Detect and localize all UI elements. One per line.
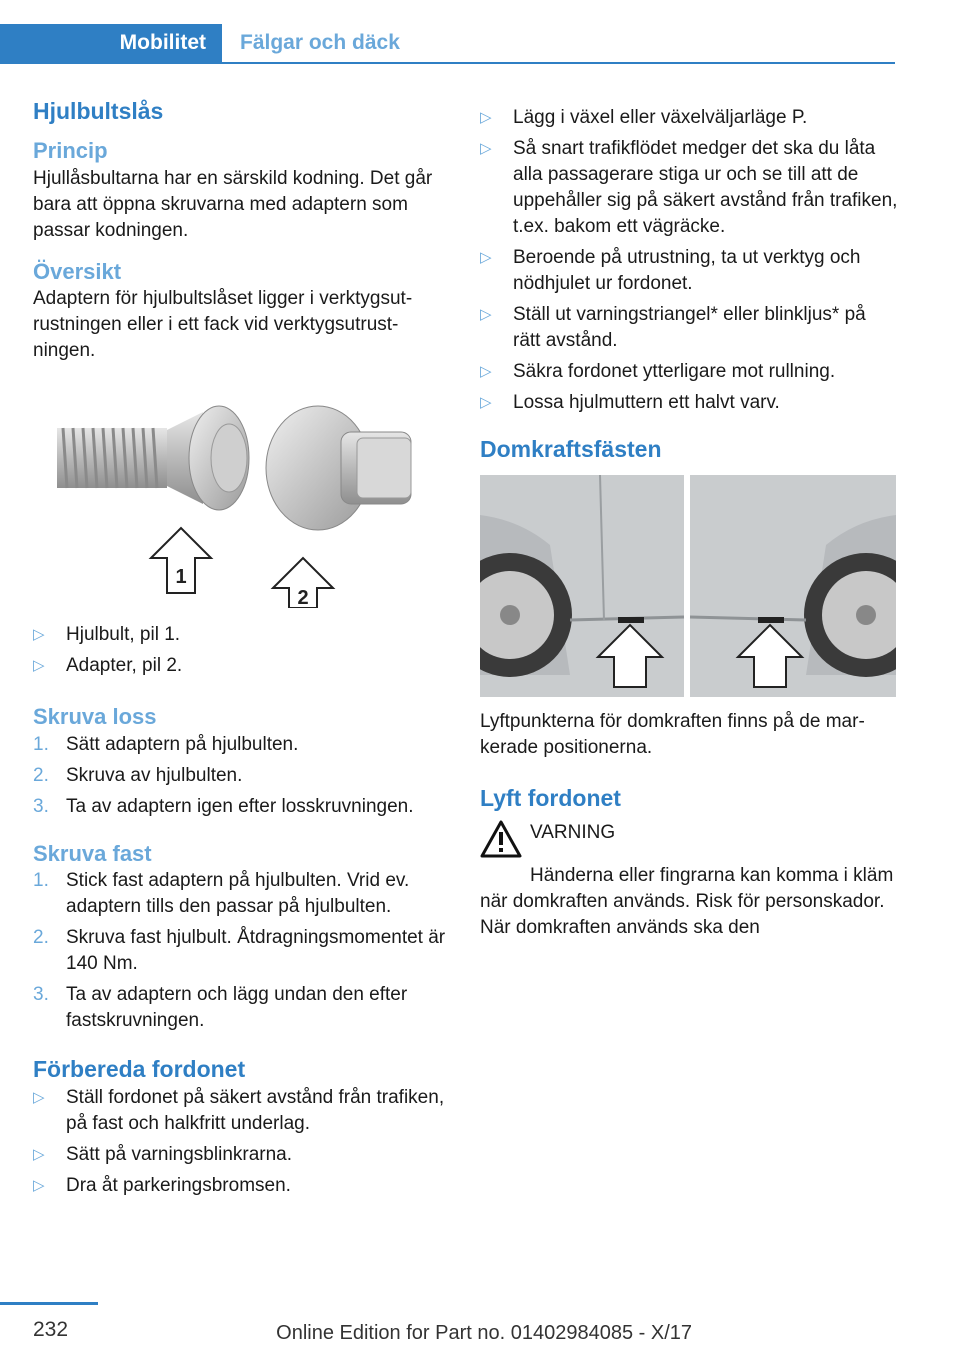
tighten-steps [33, 868, 453, 1034]
triangle-bullet-icon: ▷ [480, 109, 492, 126]
triangle-bullet-icon: ▷ [480, 306, 492, 323]
heading-oversikt: Översikt [33, 258, 122, 284]
list-item: 1. Stick fast adaptern på hjulbulten. Vrid ev. adaptern tills den passar på hjulbulten. [33, 870, 410, 918]
footer-rule [0, 1302, 98, 1305]
triangle-bullet-icon: ▷ [33, 1177, 45, 1195]
warning-icon [480, 820, 522, 863]
left-column [33, 96, 453, 1204]
list-item: 3. Ta av adaptern igen efter losskruvningen. [33, 795, 414, 817]
heading-skruva-fast: Skruva fast [33, 840, 152, 866]
arrow-1-icon [151, 528, 211, 593]
figure-legend-list [33, 622, 453, 679]
list-item: ▷ Lägg i växel eller växelväljarläge P. [480, 105, 898, 131]
heading-skruva-loss: Skruva loss [33, 704, 157, 730]
heading-domkraftsfasten: Domkraftsfästen [480, 436, 662, 462]
warning-text: Händerna eller fingrarna kan komma i kläm när domkraften används. Risk för personskador. När domkraften används ska den [480, 865, 894, 939]
right-column [480, 105, 898, 941]
triangle-bullet-icon: ▷ [33, 626, 45, 644]
overview-text: Adaptern för hjulbultslåset ligger i verktygsutrustningen eller i ett fack vid verktygsutrustningen. [33, 288, 413, 362]
list-item: 3. Ta av adaptern och lägg undan den efter fastskruvningen. [33, 984, 408, 1032]
bolt-adapter-figure [33, 378, 453, 608]
triangle-bullet-icon: ▷ [33, 1089, 45, 1107]
list-item: ▷ Sätt på varningsblinkrarna. [33, 1142, 453, 1168]
svg-text:1: 1 [175, 566, 187, 589]
header-tabbar [0, 24, 895, 64]
svg-text:2: 2 [297, 587, 309, 609]
jack-points-text: Lyftpunkterna för domkraften finns på de markerade positionerna. [480, 711, 865, 759]
triangle-bullet-icon: ▷ [480, 140, 492, 157]
list-item: ▷ Säkra fordonet ytterligare mot rullning. [480, 359, 898, 385]
list-item: 1. Sätt adaptern på hjulbulten. [33, 733, 299, 755]
triangle-bullet-icon: ▷ [480, 363, 492, 380]
triangle-bullet-icon: ▷ [33, 1146, 45, 1164]
bolt-adapter-illustration [33, 378, 453, 608]
warning-box [480, 820, 898, 863]
loosen-steps [33, 732, 453, 820]
edition-text: Online Edition for Part no. 01402984085 - X/17 [276, 1322, 692, 1344]
arrow-2-icon [273, 558, 333, 608]
triangle-bullet-icon: ▷ [480, 249, 492, 266]
jack-points-illustration [480, 475, 896, 697]
adapter-icon [266, 406, 411, 530]
warning-label: VARNING [530, 822, 616, 844]
prepare-list [33, 1085, 453, 1199]
list-item: ▷ Dra åt parkeringsbromsen. [33, 1173, 453, 1199]
list-item: ▷ Hjulbult, pil 1. [33, 622, 453, 648]
section-title-hjulbultslas: Hjulbultslås [33, 98, 164, 124]
list-item: ▷ Beroende på utrustning, ta ut verktyg och nödhjulet ur fordonet. [480, 247, 861, 294]
triangle-bullet-icon: ▷ [480, 394, 492, 411]
preparation-steps-list [480, 105, 898, 416]
jack-points-figure [480, 475, 896, 697]
tab-mobilitet[interactable]: Mobilitet [0, 24, 222, 62]
bolt-icon [57, 406, 249, 510]
list-item: 2. Skruva fast hjulbult. Åtdragningsmomentet är 140 Nm. [33, 927, 446, 975]
triangle-bullet-icon: ▷ [33, 657, 45, 675]
principle-text: Hjullåsbultarna har en särskild kodning. Det går bara att öppna skruvarna med adaptern som passar kodningen. [33, 167, 433, 241]
list-item: ▷ Lossa hjulmuttern ett halvt varv. [480, 390, 898, 416]
list-item: ▷ Ställ fordonet på säkert avstånd från trafiken, på fast och halkfritt underlag. [33, 1087, 445, 1135]
list-item: ▷ Så snart trafikflödet medger det ska du låta alla passagerare stiga ur och se till att de uppehåller sig på säkert avstånd från trafiken, t.ex. bakom ett vägräcke. [480, 138, 898, 237]
page-number: 232 [33, 1318, 69, 1341]
list-item: 2. Skruva av hjulbulten. [33, 764, 243, 786]
list-item: ▷ Adapter, pil 2. [33, 653, 453, 679]
heading-princip: Princip [33, 138, 108, 164]
heading-lyft-fordonet: Lyft fordonet [480, 785, 621, 812]
tab-falgar-och-dack[interactable]: Fälgar och däck [240, 31, 400, 54]
heading-forbereda-fordonet: Förbereda fordonet [33, 1056, 246, 1083]
list-item: ▷ Ställ ut varningstriangel* eller blinkljus* på rätt avstånd. [480, 304, 866, 351]
